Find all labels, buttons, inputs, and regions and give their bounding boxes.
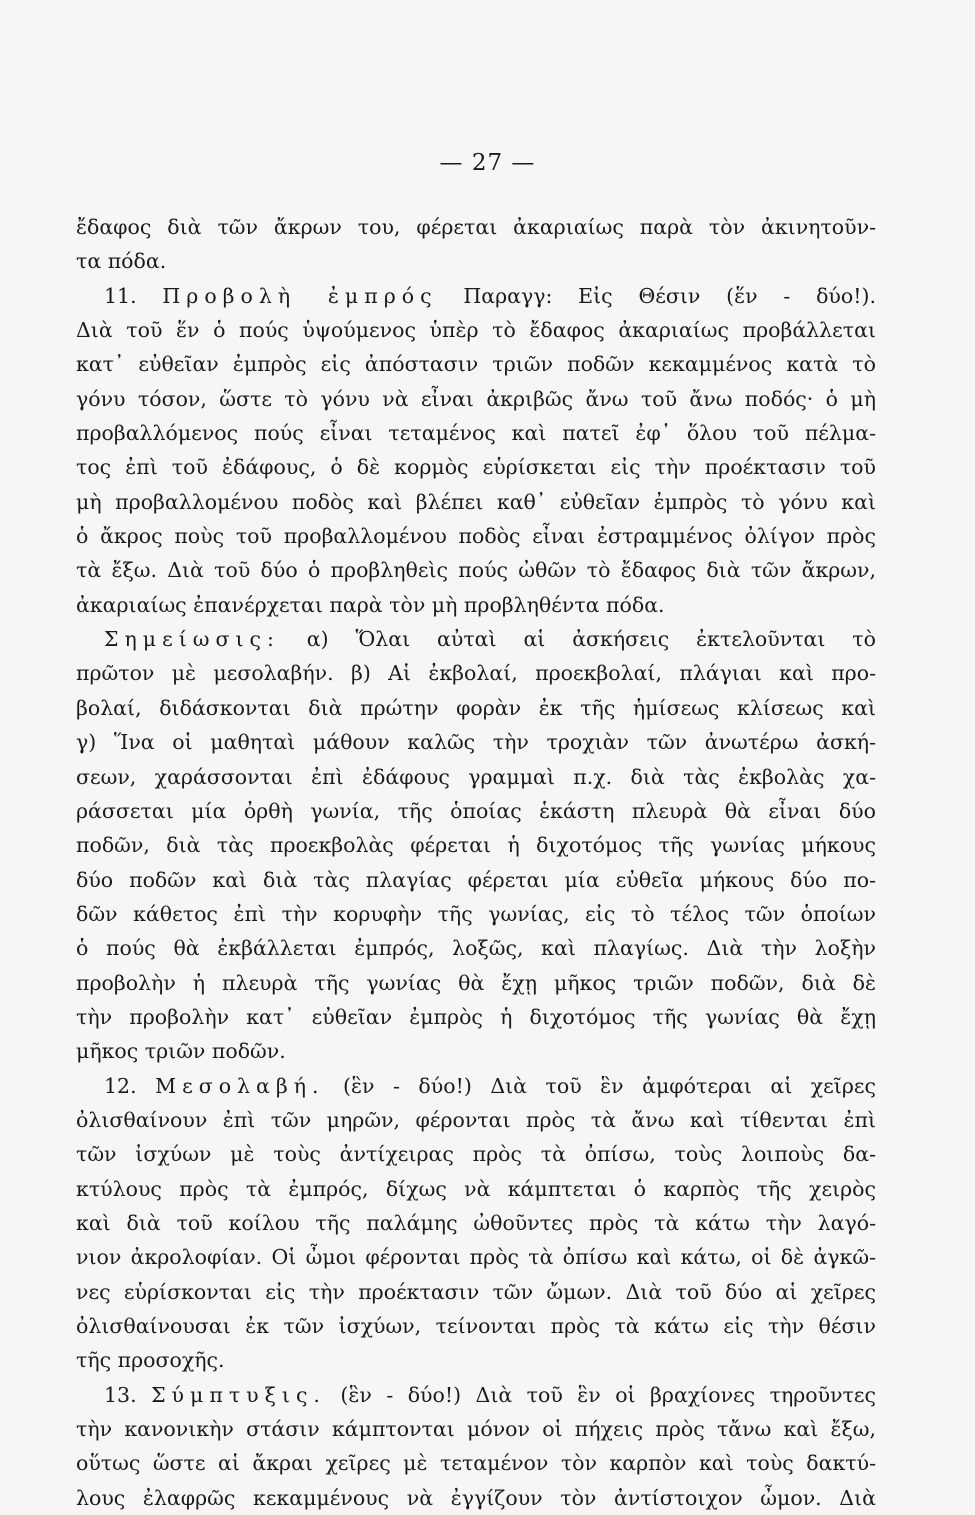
section-number: 13. [104,1382,152,1407]
text-line [76,1103,876,1137]
text-line [76,1481,876,1515]
line-text: γ) Ἵνα οἱ μαθηταὶ μάθουν καλῶς τὴν τροχιὰν τῶν ἀνωτέρω ἀσκή- [76,730,876,755]
line-text: γόνυ τόσον, ὥστε τὸ γόνυ νὰ εἶναι ἀκριβῶς ἄνω τοῦ ἄνω ποδός· ὁ μὴ [76,386,876,411]
text-line [76,1000,876,1034]
text-line [76,794,876,828]
line-text: ὀλισθαίνουν ἐπὶ τῶν μηρῶν, φέρονται πρὸς τὰ ἄνω καὶ τίθενται ἐπὶ [76,1107,876,1132]
line-text: μῆκος τριῶν ποδῶν. [76,1039,286,1064]
text-line [76,382,876,416]
line-text: δῶν κάθετος ἐπὶ τὴν κορυφὴν τῆς γωνίας, εἰς τὸ τέλος τῶν ὁποίων [76,901,876,926]
line-text: καὶ διὰ τοῦ κοίλου τῆς παλάμης ὠθοῦντες πρὸς τὰ κάτω τὴν λαγό- [76,1210,876,1235]
line-text: Παραγγ: Εἰς Θέσιν (ἕν - δύο!). [437,283,876,308]
line-text: οὕτως ὥστε αἱ ἄκραι χεῖρες μὲ τεταμένον τὸν καρπὸν καὶ τοὺς δακτύ- [76,1451,876,1476]
line-text: τὰ ἔξω. Διὰ τοῦ δύο ὁ προβληθεὶς πούς ὠθῶν τὸ ἔδαφος διὰ τῶν ἄκρων, [76,558,876,583]
line-text: προβολὴν ἡ πλευρὰ τῆς γωνίας θὰ ἔχῃ μῆκος τριῶν ποδῶν, διὰ δὲ [76,970,876,995]
line-text: νιον ἀκρολοφίαν. Οἱ ὦμοι φέρονται πρὸς τὰ ὀπίσω καὶ κάτω, οἱ δὲ ἀγκῶ- [76,1245,876,1270]
line-text: βολαί, διδάσκονται διὰ πρώτην φορὰν ἐκ τῆς ἡμίσεως κλίσεως καὶ [76,695,876,720]
text-line [76,966,876,1000]
line-text: (ἓν - δύο!) Διὰ τοῦ ἓν ἀμφότεραι αἱ χεῖρες [324,1073,876,1098]
line-text: α) Ὅλαι αὐταὶ αἱ ἀσκήσεις ἐκτελοῦνται τὸ [279,627,876,652]
section-heading: Μεσολαβή. [155,1073,325,1098]
line-text: ὁ πούς θὰ ἐκβάλλεται ἐμπρός, λοξῶς, καὶ πλαγίως. Διὰ τὴν λοξὴν [76,936,876,961]
line-text: τὴν προβολὴν κατ᾽ εὐθεῖαν ἐμπρὸς ἡ διχοτόμος τῆς γωνίας θὰ ἔχῃ [76,1004,876,1029]
text-line [76,828,876,862]
text-line [76,588,876,622]
text-line [76,863,876,897]
line-text: νες εὑρίσκονται εἰς τὴν προέκτασιν τῶν ὤμων. Διὰ τοῦ δύο αἱ χεῖρες [76,1279,876,1304]
text-line [76,1137,876,1171]
line-text: πρῶτον μὲ μεσολαβήν. β) Αἱ ἐκβολαί, προεκβολαί, πλάγιαι καὶ προ- [76,661,876,686]
line-text: μὴ προβαλλομένου ποδὸς καὶ βλέπει καθ᾽ εὐθεῖαν ἐμπρὸς τὸ γόνυ καὶ [76,489,876,514]
text-line [76,725,876,759]
line-text: λους ἐλαφρῶς κεκαμμένους νὰ ἐγγίζουν τὸν ἀντίστοιχον ὦμον. Διὰ [76,1485,876,1510]
page-number: — 27 — [439,150,536,176]
line-text: (ἓν - δύο!) Διὰ τοῦ ἓν οἱ βραχίονες τηροῦντες [325,1382,876,1407]
line-text: ὁ ἄκρος ποὺς τοῦ προβαλλομένου ποδὸς εἶναι ἐστραμμένος ὀλίγον πρὸς [76,524,876,549]
line-text: σεων, χαράσσονται ἐπὶ ἐδάφους γραμμαὶ π.χ. διὰ τὰς ἐκβολὰς χα- [76,764,876,789]
text-line [76,931,876,965]
text-line [76,1378,876,1412]
text-line [76,244,876,278]
line-text: ράσσεται μία ὀρθὴ γωνία, τῆς ὁποίας ἑκάστη πλευρὰ θὰ εἶναι δύο [76,798,876,823]
line-text: τα πόδα. [76,249,167,274]
section-number: 11. [104,283,163,308]
line-text: ἔδαφος διὰ τῶν ἄκρων του, φέρεται ἀκαριαίως παρὰ τὸν ἀκινητοῦν- [76,215,876,239]
line-text: τος ἐπὶ τοῦ ἐδάφους, ὁ δὲ κορμὸς εὑρίσκεται εἰς τὴν προέκτασιν τοῦ [76,455,876,480]
line-text: τῶν ἰσχύων μὲ τοὺς ἀντίχειρας πρὸς τὰ ὀπίσω, τοὺς λοιποὺς δα- [76,1142,876,1167]
line-text: κτύλους πρὸς τὰ ἐμπρός, δίχως νὰ κάμπτεται ὁ καρπὸς τῆς χειρὸς [76,1176,876,1201]
line-text: ἀκαριαίως ἐπανέρχεται παρὰ τὸν μὴ προβληθέντα πόδα. [76,592,665,617]
line-text: τῆς προσοχῆς. [76,1348,225,1373]
text-line [76,1034,876,1068]
text-line [76,1412,876,1446]
text-line [76,519,876,553]
line-text: ὀλισθαίνουσαι ἐκ τῶν ἰσχύων, τείνονται πρὸς τὰ κάτω εἰς τὴν θέσιν [76,1314,876,1338]
section-heading: Σύμπτυξις. [151,1382,326,1407]
text-line [76,760,876,794]
section-number: 12. [104,1073,156,1098]
section-heading: Σημείωσις: [104,627,280,652]
text-line [76,1446,876,1480]
text-line [76,897,876,931]
text-line [76,656,876,690]
text-line [76,1240,876,1274]
text-line [76,1206,876,1240]
text-line [76,691,876,725]
text-line [76,622,876,656]
text-line [76,1343,876,1377]
text-line [76,553,876,587]
text-line [76,279,876,313]
line-text: δύο ποδῶν καὶ διὰ τὰς πλαγίας φέρεται μία εὐθεῖα μήκους δύο πο- [76,867,876,892]
text-line [76,313,876,347]
text-line [76,210,876,244]
text-line [76,416,876,450]
line-text: τὴν κανονικὴν στάσιν κάμπτονται μόνον οἱ πήχεις πρὸς τἄνω καὶ ἔξω, [76,1417,876,1442]
text-line [76,485,876,519]
line-text: ποδῶν, διὰ τὰς προεκβολὰς φέρεται ἡ διχοτόμος τῆς γωνίας μήκους [76,833,876,858]
line-text: Διὰ τοῦ ἕν ὁ πούς ὑψούμενος ὑπὲρ τὸ ἔδαφος ἀκαριαίως προβάλλεται [76,318,876,343]
text-line [76,1069,876,1103]
text-line [76,450,876,484]
line-text: κατ᾽ εὐθεῖαν ἐμπρὸς εἰς ἀπόστασιν τριῶν ποδῶν κεκαμμένος κατὰ τὸ [76,352,876,377]
text-line [76,347,876,381]
text-line [76,1309,876,1343]
text-line [76,1172,876,1206]
text-line [76,1275,876,1309]
line-text: προβαλλόμενος πούς εἶναι τεταμένος καὶ πατεῖ ἐφ᾽ ὅλου τοῦ πέλμα- [76,421,876,446]
section-heading: Προβολὴ ἐμπρός [162,283,438,308]
body-text [76,210,876,1515]
